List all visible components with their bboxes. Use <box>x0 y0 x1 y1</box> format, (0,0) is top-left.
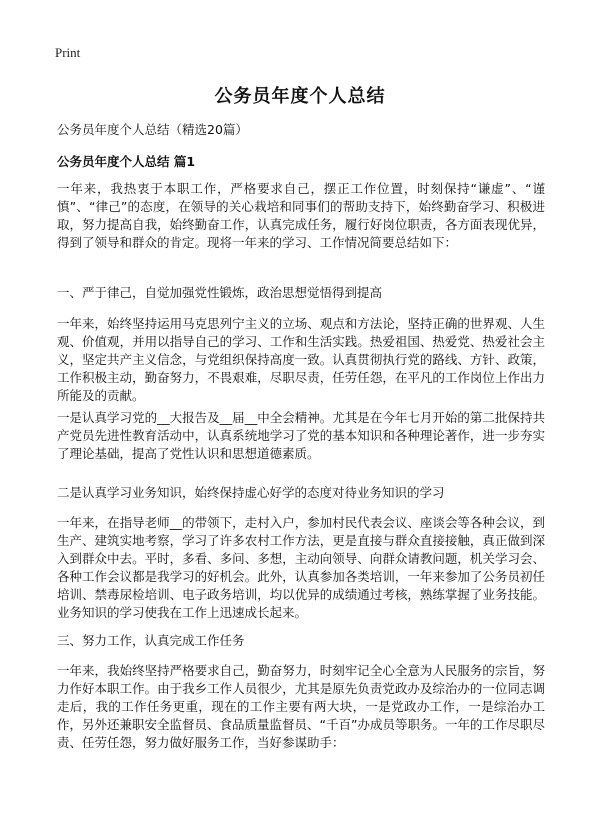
section-heading: 公务员年度个人总结 篇1 <box>57 154 196 169</box>
paragraph-heading-3: 三、努力工作，认真完成工作任务 <box>57 633 245 648</box>
paragraph-body: 一年来，我始终坚持严格要求自己，勤奋努力，时刻牢记全心全意为人民服务的宗旨，努力作好本职工作。由于我乡工作人员很少，尤其是原先负责党政办及综治办的一位同志调走后，我的工作任务更重，现在的工作主要有两大块，一是党政办工作，一是综治办工作，另外还兼职安全监督员、食品质量监督员、“千百”办成员等职务。一年的工作尽职尽责、任劳任怨，努力做好服务工作，当好参谋助手： <box>57 663 545 750</box>
print-link[interactable]: Print <box>55 45 81 60</box>
paragraph-body: 一是认真学习党的__大报告及__届__中全会精神。尤其是在今年七月开始的第二批保持共产党员先进性教育活动中，认真系统地学习了党的基本知识和各种理论著作，进一步夯实了理论基础，提高了党性认识和思想道德素质。 <box>57 410 545 461</box>
paragraph-body: 一年来，始终坚持运用马克思列宁主义的立场、观点和方法论，坚持正确的世界观、人生观、价值观，并用以指导自己的学习、工作和生活实践。热爱祖国、热爱党、热爱社会主义，坚定共产主义信念，与党组织保持高度一致。认真贯彻执行党的路线、方针、政策，工作积极主动，勤奋努力，不畏艰难，尽职尽责，任劳任怨，在平凡的工作岗位上作出力所能及的贡献。 <box>57 316 545 403</box>
page-title: 公务员年度个人总结 <box>214 86 386 107</box>
paragraph-body: 一年来，在指导老师__的带领下，走村入户，参加村民代表会议、座谈会等各种会议，到生产、建筑实地考察，学习了许多农村工作方法，更是直接与群众直接接触，真正做到深入到群众中去。平时，多看、多问、多想，主动向领导、向群众请教问题，机关学习会、各种工作会议都是我学习的好机会。此外，认真参加各类培训，一年来参加了公务员初任培训、禁毒尿检培训、电子政务培训，均以优异的成绩通过考核，熟练掌握了业务技能。业务知识的学习使我在工作上迅速成长起来。 <box>57 515 545 620</box>
paragraph-subheading: 二是认真学习业务知识，始终保持虚心好学的态度对待业务知识的学习 <box>57 485 445 500</box>
document-subtitle: 公务员年度个人总结（精选20篇） <box>57 122 248 137</box>
paragraph-heading-1: 一、严于律己，自觉加强党性锻炼，政治思想觉悟得到提高 <box>57 285 383 300</box>
paragraph-intro: 一年来，我热衷于本职工作，严格要求自己，摆正工作位置，时刻保持“谦虚”、“谨慎”、“律己”的态度，在领导的关心栽培和同事们的帮助支持下，始终勤奋学习、积极进取，努力提高自我，始终勤奋工作，认真完成任务，履行好岗位职责，各方面表现优异，得到了领导和群众的肯定。现将一年来的学习、工作情况简要总结如下： <box>57 181 545 250</box>
